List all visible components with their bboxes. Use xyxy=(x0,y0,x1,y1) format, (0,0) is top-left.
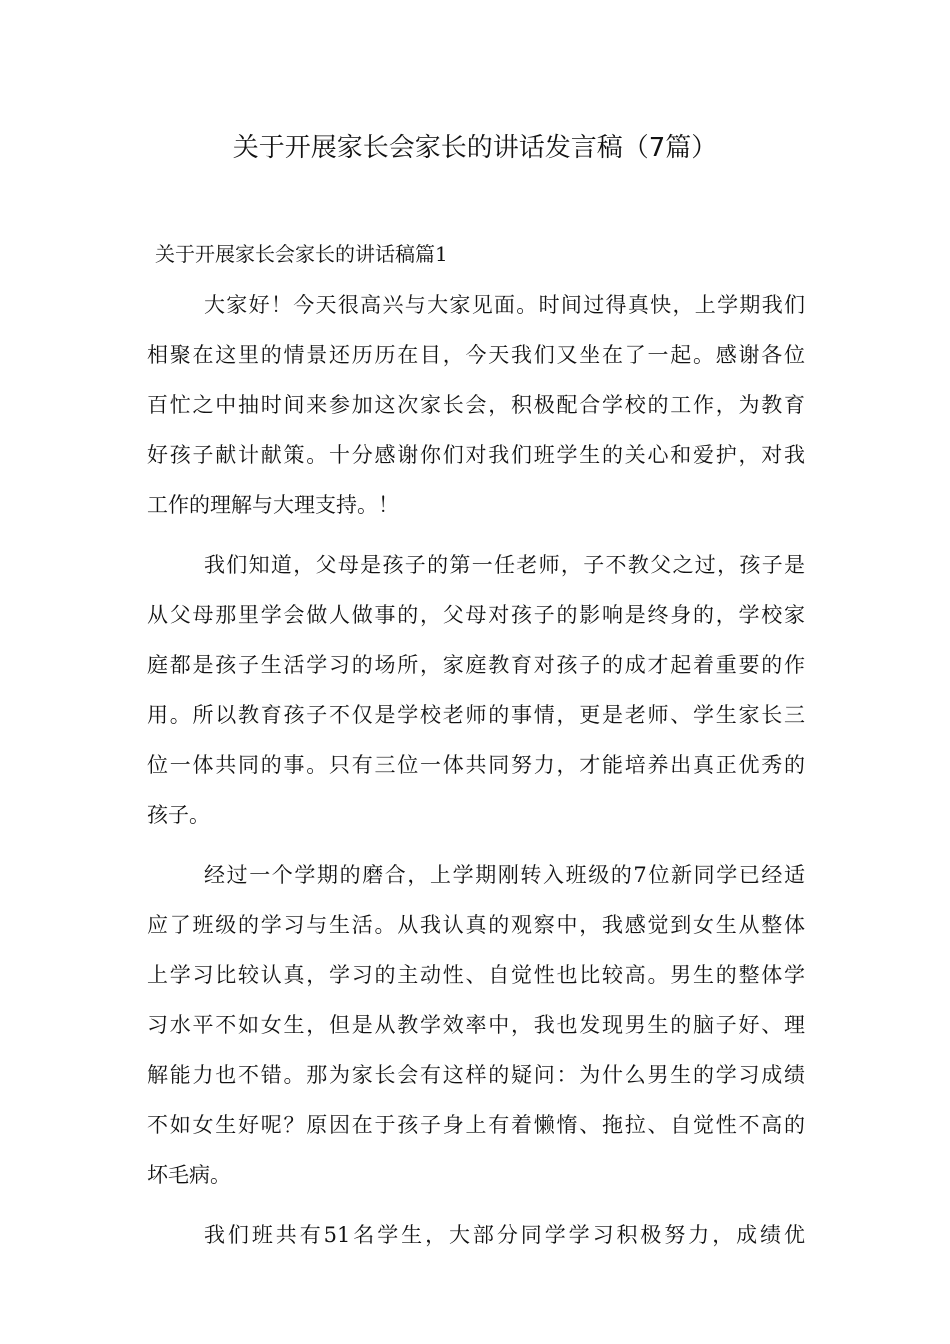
paragraph-line: 坏毛病。 xyxy=(147,1163,231,1187)
paragraph-line: 解能力也不错。那为家长会有这样的疑问：为什么男生的学习成绩 xyxy=(147,1063,805,1087)
paragraph xyxy=(147,850,805,1200)
paragraph-line: 我们知道，父母是孩子的第一任老师，子不教父之过，孩子是 xyxy=(204,553,805,577)
section-heading: 关于开展家长会家长的讲话稿篇1 xyxy=(155,242,448,266)
paragraph-line: 工作的理解与大理支持。！ xyxy=(147,493,399,517)
document-title: 关于开展家长会家长的讲话发言稿（7篇） xyxy=(232,133,718,163)
paragraph-line: 孩子。 xyxy=(147,803,210,827)
paragraph xyxy=(147,540,805,840)
paragraph-line: 上学习比较认真，学习的主动性、自觉性也比较高。男生的整体学 xyxy=(147,963,805,987)
paragraph xyxy=(147,1210,805,1260)
paragraph-line: 好孩子献计献策。十分感谢你们对我们班学生的关心和爱护，对我 xyxy=(147,443,805,467)
paragraph-line: 位一体共同的事。只有三位一体共同努力，才能培养出真正优秀的 xyxy=(147,753,805,777)
paragraph-line: 相聚在这里的情景还历历在目，今天我们又坐在了一起。感谢各位 xyxy=(147,343,805,367)
paragraph-line: 应了班级的学习与生活。从我认真的观察中，我感觉到女生从整体 xyxy=(147,913,805,937)
paragraph-line: 经过一个学期的磨合，上学期刚转入班级的7位新同学已经适 xyxy=(204,863,805,887)
paragraph xyxy=(147,280,805,530)
paragraph-line: 我们班共有51名学生，大部分同学学习积极努力，成绩优 xyxy=(204,1223,805,1247)
paragraph-line: 用。所以教育孩子不仅是学校老师的事情，更是老师、学生家长三 xyxy=(147,703,805,727)
paragraph-line: 百忙之中抽时间来参加这次家长会，积极配合学校的工作，为教育 xyxy=(147,393,805,417)
paragraph-line: 从父母那里学会做人做事的，父母对孩子的影响是终身的，学校家 xyxy=(147,603,805,627)
document-body xyxy=(147,280,805,1260)
paragraph-line: 习水平不如女生，但是从教学效率中，我也发现男生的脑子好、理 xyxy=(147,1013,805,1037)
paragraph-line: 大家好！今天很高兴与大家见面。时间过得真快，上学期我们 xyxy=(204,293,805,317)
paragraph-line: 庭都是孩子生活学习的场所，家庭教育对孩子的成才起着重要的作 xyxy=(147,653,805,677)
paragraph-line: 不如女生好呢？原因在于孩子身上有着懒惰、拖拉、自觉性不高的 xyxy=(147,1113,805,1137)
